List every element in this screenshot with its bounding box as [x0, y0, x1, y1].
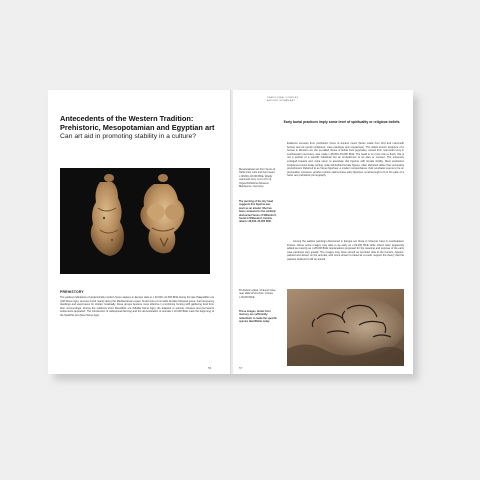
cave-caption-note: These images, drawn from memory, are sufficiently naturalistic to make the specific species identifiable today. [239, 310, 277, 324]
cave-painting-photo [287, 289, 404, 366]
running-head [267, 97, 298, 103]
venus-caption-note: The piercing of the tiny head suggests this figurine was worn as an amulet. She has been compared to the similarly abstracted Venus of Willendorf, found in Willendorf, Austria, dated c.28,000–25,000 BCE. [239, 200, 277, 224]
figurine-front-view [140, 174, 184, 253]
right-body-text-2: Among the earliest paintings discovered in Europe are those in Chauvet Cave in southeastern France, where some images may date to as early as c.34,000 BCE while others were apparently added as recently as c.28,000 BCE. Explanations proposed for the meaning and purpose of the early cave paintings vary greatly. The images may have served as symbolic aids to the hunters. Spears, painted and actual, on the animals, with some shown to bleed as a result, support the theory that the painters believed to kill an animal [287, 240, 404, 261]
figurine-side-view [91, 174, 124, 256]
section-heading: PREHISTORY [60, 290, 84, 294]
right-body-text: Evidence survives from prehistoric times of ancient music (flutes made from bird and mammoth bones) and art (small sculptures, cave paintings and engravings). The oldest known sculpture of a human in Western art, the so-called Venus of Hohle Fels (opposite), carved from mammoth ivory in southwestern Germany, was made c.38,000–33,000 BCE. The head is no more than a knob; this is not a portrait of a specific individual but an embodiment of an idea or concept. The extremely enlarged breasts and vulva seem to associate this figurine with female fertility. Most prehistoric sculptures known today portray nude full-bodied female figures, often distorted rather than accurately proportioned. Referred to as Venus figurines, a modern nomenclature, their emphasis seems to be on procreation. However, another opinion claims these early figurines, small enough to fit in the palm of a hand, are prehistoric pornography. [287, 142, 404, 178]
pull-quote: Early burial practices imply some level of spirituality or religious beliefs. [283, 120, 401, 124]
running-head-line-2: ANCIENT ROMAN ART [267, 100, 296, 102]
right-page-number: 57 [239, 366, 243, 370]
right-page [233, 90, 413, 374]
left-page [48, 90, 231, 374]
running-head-line-1: TRADITIONAL COMPLEX [267, 97, 299, 99]
left-page-number: 56 [208, 366, 212, 370]
cave-painting-image [287, 289, 404, 366]
left-body-text: The earliest indications of anatomically modern homo sapiens in Europe date to c.43,000–41,000 BCE during the late Palaeolithic era (Old Stone Age), and are found mainly along the Mediterranean coast. Small units of nomadic families followed game, built temporary dwellings and used caves for shelter. Gradually, these groups became more effective in combining hunting with gathering food from their surroundings. During the relatively short Mesolithic era (Middle Stone Age), life adapted to warmer climates and permanent settlements appeared. The introduction of widespread farming and the domestication of animals c.10,000 BCE mark the beginning of the Neolithic era (New Stone Age). [60, 296, 214, 317]
venus-caption: Mesopotamian art from Venus of Hohle Fels, tufts and front views, c.38,000–33,000 BCE. Woolly mammoth ivory, 6 cm (2½ in). Urgeschichtliches Museum, Blaubeuren, Germany. [239, 168, 276, 189]
venus-figurine-photo [60, 168, 210, 274]
venus-figurines-image [60, 168, 210, 274]
book-spread [48, 90, 418, 378]
chapter-title: Antecedents of the Western Tradition: Prehistoric, Mesopotamian and Egyptian art [60, 114, 215, 132]
chapter-subtitle: Can art aid in promoting stability in a culture? [60, 133, 197, 140]
cave-caption: Prehistoric artists, Chauvet Cave, near Vallon-Pont-d'Arc, France, c.30,000 BCE. [239, 289, 277, 299]
